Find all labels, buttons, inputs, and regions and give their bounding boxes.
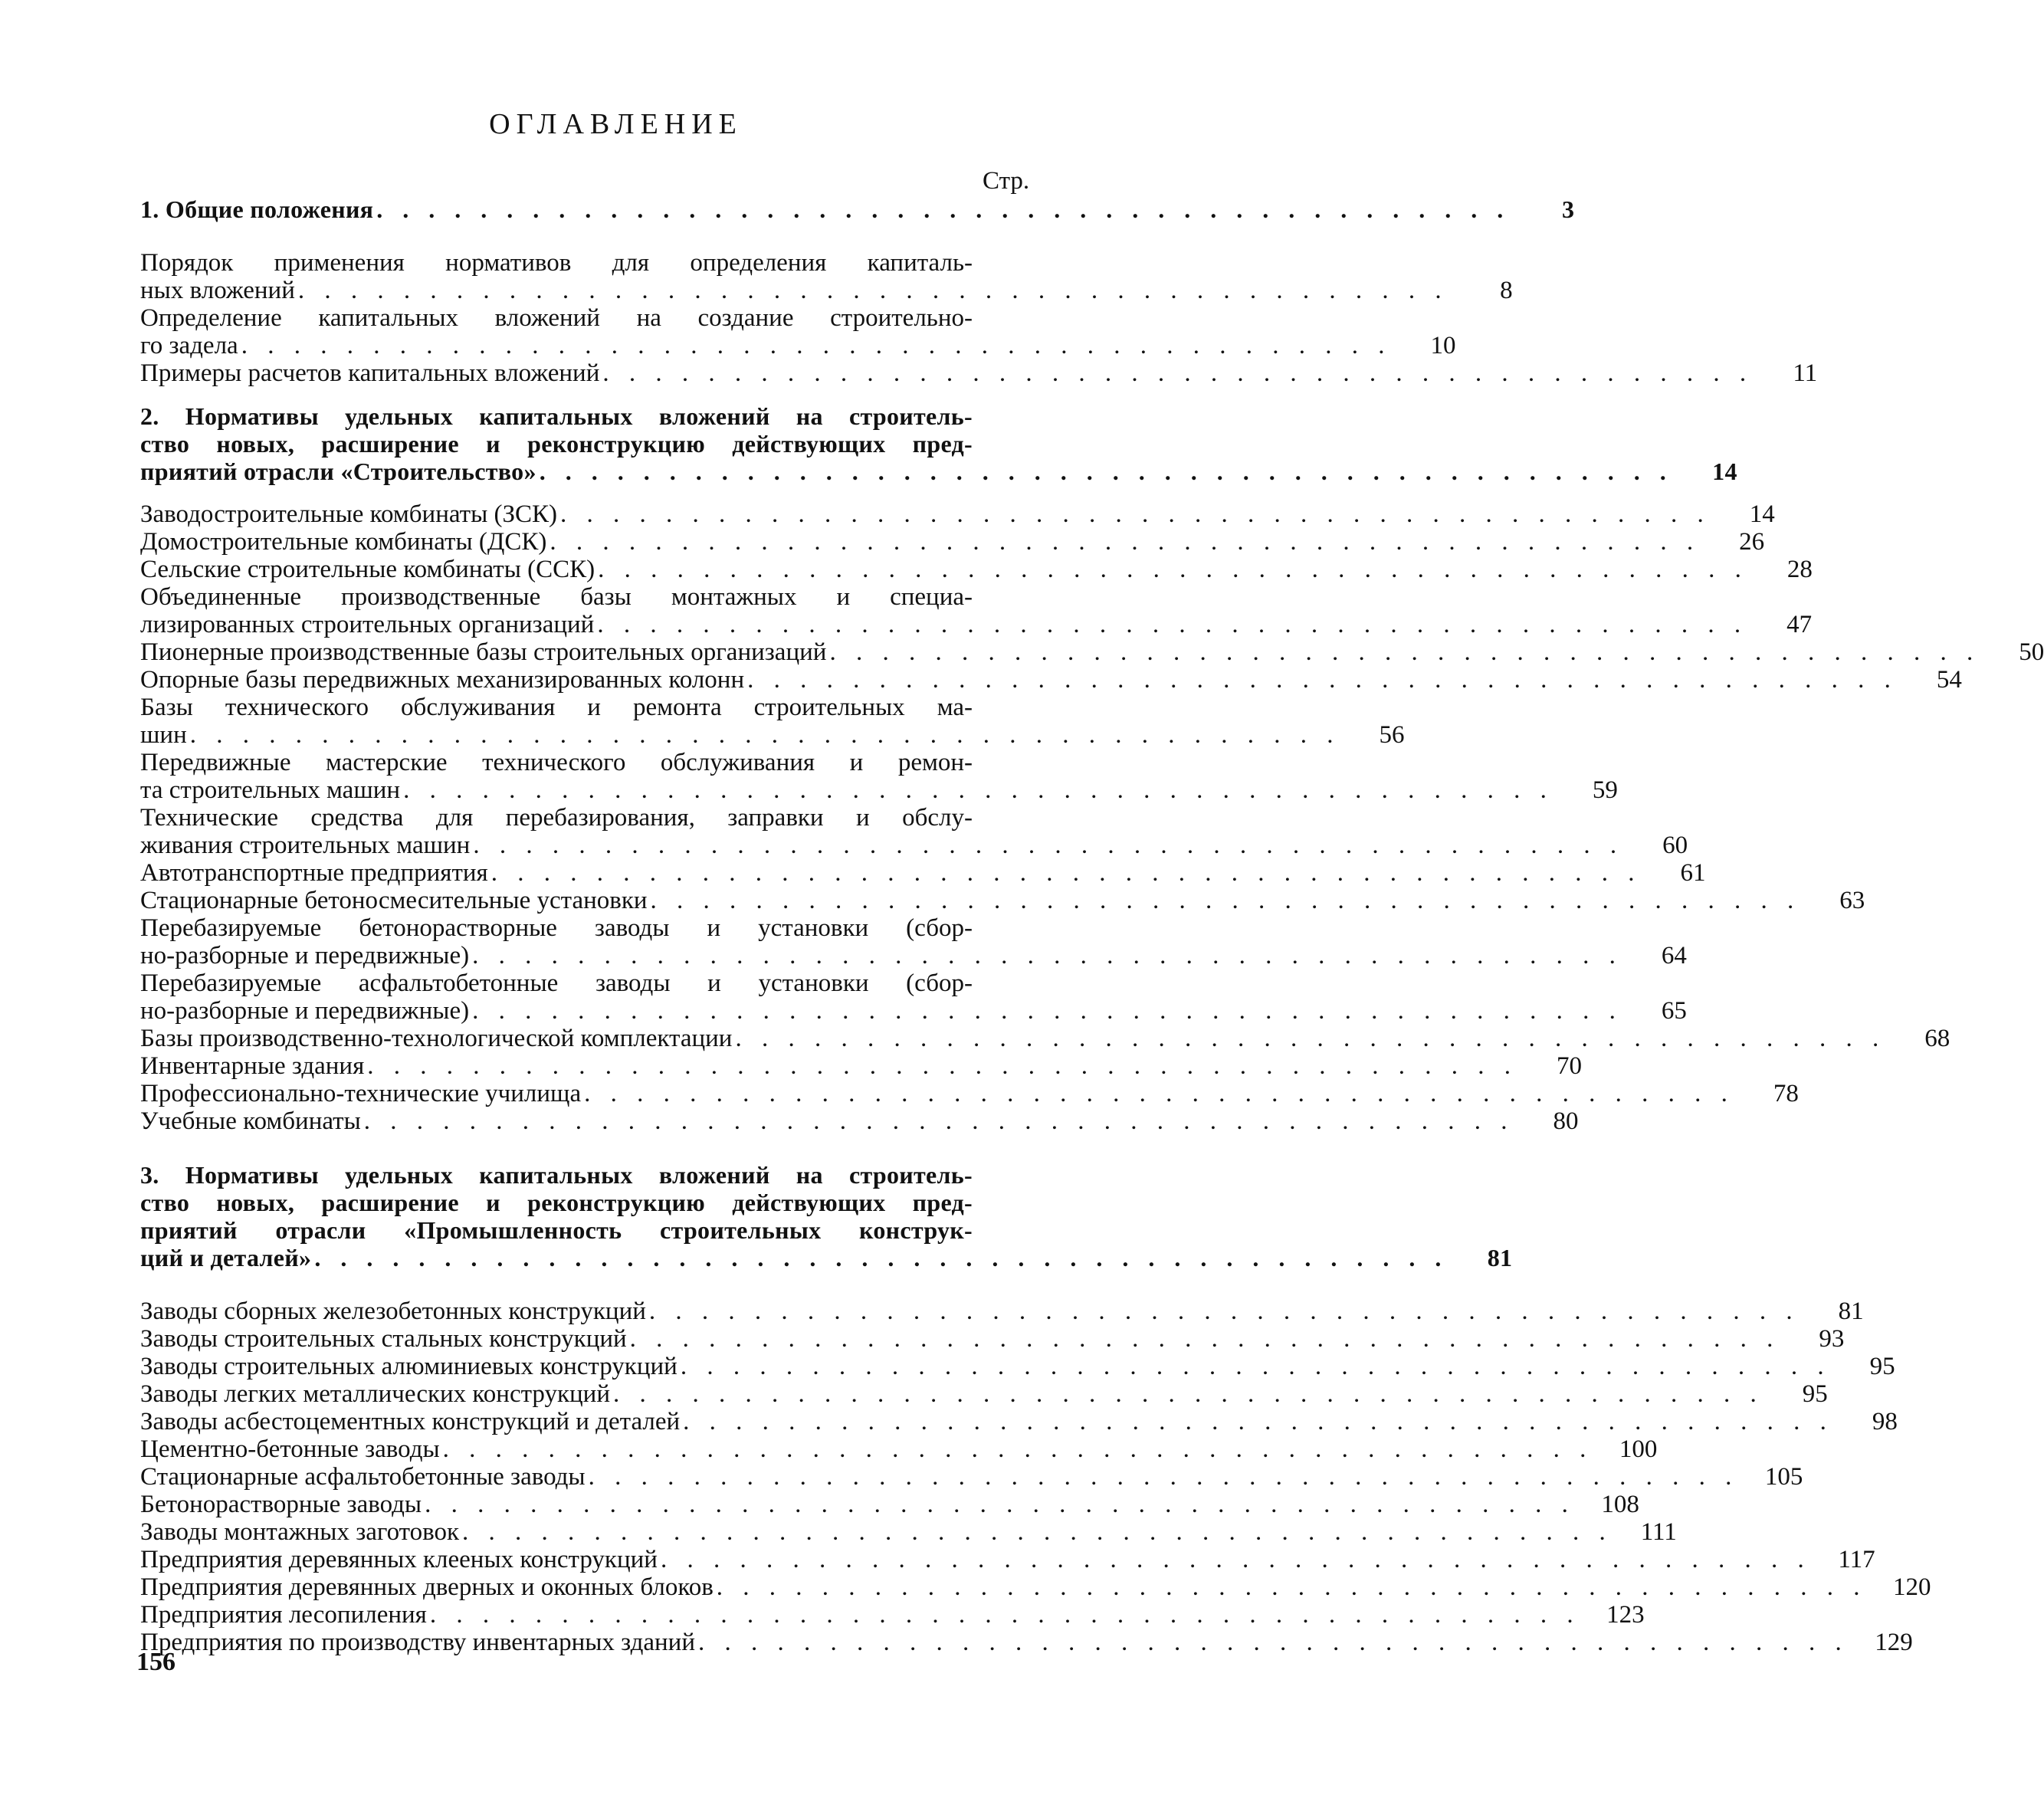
toc-entry-text: Домостроительные комбинаты (ДСК): [140, 528, 547, 556]
toc-entry: [140, 304, 1456, 359]
toc-entry: [140, 528, 1765, 556]
toc-page-number: 123: [1606, 1601, 1645, 1629]
toc-entry: [140, 969, 1687, 1025]
toc-page-number: 61: [1680, 859, 1706, 887]
leader-dots: . . . . . . . . . . . . . . . . . . . . . . . . . . . . . . . . . . . . . . . . . . . .: [588, 1463, 1739, 1491]
toc-page-number: 98: [1872, 1408, 1898, 1435]
toc-page-number: 70: [1557, 1052, 1583, 1080]
toc-entry: [140, 914, 1687, 969]
toc-entry: [140, 1380, 1828, 1408]
toc-entry-text: Стационарные асфальтобетонные заводы: [140, 1463, 586, 1491]
leader-dots: . . . . . . . . . . . . . . . . . . . . . . . . . . . . . . . . . . . . . . . . . . . .: [613, 1380, 1763, 1408]
toc-entry-text: Инвентарные здания: [140, 1052, 365, 1080]
leader-dots: . . . . . . . . . . . . . . . . . . . . . . . . . . . . . . . . . . . . . . . . . . . .: [429, 1601, 1580, 1629]
toc-entry-text: Заводы легких металлических конструкций: [140, 1380, 610, 1408]
toc-entry: [140, 887, 1865, 914]
toc-entry-text: Заводы сборных железобетонных конструкций: [140, 1298, 646, 1325]
leader-dots: . . . . . . . . . . . . . . . . . . . . . . . . . . . . . . . . . . . . . . . . . . . .: [472, 942, 1622, 969]
toc-entry: [140, 804, 1688, 859]
toc-entry: [140, 1025, 1950, 1052]
toc-entry: [140, 1298, 1864, 1325]
leader-dots: . . . . . . . . . . . . . . . . . . . . . . . . . . . . . . . . . . . . . . . . . . . .: [189, 721, 1340, 749]
toc-entry: [140, 749, 1618, 804]
toc-page-number: 108: [1601, 1491, 1639, 1518]
leader-dots: . . . . . . . . . . . . . . . . . . . . . . . . . . . . . . . . . . . . . . . . . . . .: [403, 776, 1554, 804]
toc-page-number: 54: [1936, 666, 1962, 694]
toc-page-number: 81: [1487, 1244, 1513, 1271]
toc-entry-text: приятий отрасли «Строительство»: [140, 458, 536, 485]
toc-entry-text: 1. Общие положения: [140, 195, 374, 223]
leader-dots: . . . . . . . . . . . . . . . . . . . . . . . . . . . . . . . . . . . . . . . . . . . .: [314, 1244, 1449, 1271]
toc-entry: [140, 666, 1962, 694]
toc-page-number: 105: [1764, 1463, 1803, 1491]
toc-entry-text: Перебазируемые бетонорастворные заводы и установки (сбор-: [140, 914, 973, 942]
toc-entry: [140, 1107, 1579, 1135]
toc-entry-text: но-разборные и передвижные): [140, 997, 470, 1025]
toc-entry: [140, 1491, 1639, 1518]
toc-entry-text: Предприятия лесопиления: [140, 1601, 427, 1629]
leader-dots: . . . . . . . . . . . . . . . . . . . . . . . . . . . . . . . . . . . . . . . . . . . .: [490, 859, 1642, 887]
leader-dots: . . . . . . . . . . . . . . . . . . . . . . . . . . . . . . . . . . . . . . . . . . . .: [597, 611, 1748, 638]
leader-dots: . . . . . . . . . . . . . . . . . . . . . . . . . . . . . . . . . . . . . . . . . . . .: [660, 1546, 1811, 1573]
leader-dots: . . . . . . . . . . . . . . . . . . . . . . . . . . . . . . . . . . . . . . . . . . . .: [367, 1052, 1518, 1080]
leader-dots: . . . . . . . . . . . . . . . . . . . . . . . . . . . . . . . . . . . . . . . . . . . .: [735, 1025, 1886, 1052]
toc-entry-text: Технические средства для перебазирования, заправки и обслу-: [140, 804, 973, 832]
table-of-contents: [140, 195, 2044, 1656]
toc-page-number: 56: [1379, 721, 1405, 749]
toc-entry-text: ций и деталей»: [140, 1244, 312, 1271]
toc-entry-text: Опорные базы передвижных механизированных колонн: [140, 666, 745, 694]
toc-entry-text: шин: [140, 721, 187, 749]
toc-page-number: 68: [1924, 1025, 1950, 1052]
toc-page-number: 8: [1500, 277, 1513, 304]
toc-entry: [140, 1629, 1913, 1656]
toc-entry: [140, 556, 1813, 583]
leader-dots: . . . . . . . . . . . . . . . . . . . . . . . . . . . . . . . . . . . . . . . . . . . .: [680, 1353, 1831, 1380]
toc-entry: [140, 1463, 1803, 1491]
leader-dots: . . . . . . . . . . . . . . . . . . . . . . . . . . . . . . . . . . . . . . . . . . . .: [598, 556, 1748, 583]
toc-entry-text: Базы технического обслуживания и ремонта строительных ма-: [140, 694, 973, 721]
page-number: 156: [136, 1648, 176, 1676]
toc-page-number: 65: [1661, 997, 1687, 1025]
toc-entry-text: Автотранспортные предприятия: [140, 859, 488, 887]
toc-entry: [140, 638, 2044, 666]
toc-page-number: 95: [1869, 1353, 1895, 1380]
toc-entry: [140, 1601, 1645, 1629]
toc-page-number: 93: [1819, 1325, 1845, 1353]
leader-dots: . . . . . . . . . . . . . . . . . . . . . . . . . . . . . . . . . . . . . . . . . . . .: [683, 1408, 1833, 1435]
toc-page-number: 28: [1786, 556, 1813, 583]
toc-page-number: 10: [1430, 332, 1456, 359]
toc-entry-text: ство новых, расширение и реконструкцию действующих пред-: [140, 1189, 973, 1216]
toc-page-number: 3: [1561, 195, 1575, 223]
toc-entry-text: Заводы монтажных заготовок: [140, 1518, 460, 1546]
toc-entry-text: Учебные комбинаты: [140, 1107, 361, 1135]
toc-entry-text: Предприятия по производству инвентарных зданий: [140, 1629, 696, 1656]
leader-dots: . . . . . . . . . . . . . . . . . . . . . . . . . . . . . . . . . . . . . . . . . . . .: [602, 359, 1754, 387]
toc-entry: [140, 249, 1513, 304]
toc-entry-text: Профессионально-технические училища: [140, 1080, 582, 1107]
leader-dots: . . . . . . . . . . . . . . . . . . . . . . . . . . . . . . . . . . . . . . . . . . . .: [539, 458, 1673, 485]
toc-entry: [140, 402, 1737, 485]
toc-page-number: 14: [1749, 500, 1775, 528]
leader-dots: . . . . . . . . . . . . . . . . . . . . . . . . . . . . . . . . . . . . . . . . . . . .: [425, 1491, 1575, 1518]
toc-page-number: 64: [1661, 942, 1687, 969]
toc-entry-text: 3. Нормативы удельных капитальных вложений на строитель-: [140, 1161, 973, 1189]
leader-dots: . . . . . . . . . . . . . . . . . . . . . . . . . . . . . . . . . . . . . . . . . . . .: [829, 638, 1980, 666]
toc-entry-text: Заводы асбестоцементных конструкций и деталей: [140, 1408, 681, 1435]
toc-entry-text: ство новых, расширение и реконструкцию действующих пред-: [140, 430, 973, 458]
toc-entry: [140, 500, 1775, 528]
toc-page-number: 11: [1793, 359, 1818, 387]
leader-dots: . . . . . . . . . . . . . . . . . . . . . . . . . . . . . . . . . . . . . . . . . . . .: [442, 1435, 1593, 1463]
toc-entry: [140, 1408, 1898, 1435]
leader-dots: . . . . . . . . . . . . . . . . . . . . . . . . . . . . . . . . . . . . . . . . . . . .: [473, 832, 1624, 859]
toc-entry: [140, 1080, 1799, 1107]
toc-entry-text: Порядок применения нормативов для определения капиталь-: [140, 249, 973, 277]
toc-entry: [140, 1518, 1677, 1546]
toc-entry-text: Перебазируемые асфальтобетонные заводы и установки (сбор-: [140, 969, 973, 997]
toc-entry: [140, 1435, 1658, 1463]
leader-dots: . . . . . . . . . . . . . . . . . . . . . . . . . . . . . . . . . . . . . . . . . . . .: [648, 1298, 1800, 1325]
leader-dots: . . . . . . . . . . . . . . . . . . . . . . . . . . . . . . . . . . . . . . . . . . . .: [747, 666, 1898, 694]
toc-entry: [140, 1353, 1895, 1380]
leader-dots: . . . . . . . . . . . . . . . . . . . . . . . . . . . . . . . . . . . . . . . . . . . .: [376, 195, 1511, 223]
toc-entry: [140, 1546, 1875, 1573]
toc-entry-text: живания строительных машин: [140, 832, 471, 859]
toc-entry: [140, 1325, 1845, 1353]
toc-entry-text: Бетонорастворные заводы: [140, 1491, 422, 1518]
leader-dots: . . . . . . . . . . . . . . . . . . . . . . . . . . . . . . . . . . . . . . . . . . . .: [650, 887, 1801, 914]
toc-page-number: 80: [1553, 1107, 1579, 1135]
toc-entry-text: Объединенные производственные базы монтажных и специа-: [140, 583, 973, 611]
toc-entry-text: Предприятия деревянных дверных и оконных блоков: [140, 1573, 714, 1601]
toc-entry: [140, 1161, 1513, 1271]
toc-entry-text: Базы производственно-технологической комплектации: [140, 1025, 733, 1052]
toc-page-number: 59: [1592, 776, 1618, 804]
toc-page-number: 95: [1802, 1380, 1828, 1408]
toc-entry-text: го задела: [140, 332, 238, 359]
toc-entry: [140, 1052, 1583, 1080]
toc-entry: [140, 1573, 1931, 1601]
toc-entry-text: Определение капитальных вложений на создание строительно-: [140, 304, 973, 332]
leader-dots: . . . . . . . . . . . . . . . . . . . . . . . . . . . . . . . . . . . . . . . . . . . .: [472, 997, 1622, 1025]
toc-page-number: 111: [1640, 1518, 1677, 1546]
toc-page-number: 26: [1739, 528, 1765, 556]
toc-page-number: 14: [1712, 458, 1737, 485]
toc-page-number: 78: [1773, 1080, 1799, 1107]
leader-dots: . . . . . . . . . . . . . . . . . . . . . . . . . . . . . . . . . . . . . . . . . . . .: [584, 1080, 1734, 1107]
toc-page-number: 81: [1838, 1298, 1864, 1325]
toc-page-number: 129: [1875, 1629, 1913, 1656]
toc-entry-text: но-разборные и передвижные): [140, 942, 470, 969]
toc-entry-text: Заводы строительных алюминиевых конструкций: [140, 1353, 678, 1380]
leader-dots: . . . . . . . . . . . . . . . . . . . . . . . . . . . . . . . . . . . . . . . . . . . .: [698, 1629, 1849, 1656]
toc-entry-text: приятий отрасли «Промышленность строительных конструк-: [140, 1216, 973, 1244]
leader-dots: . . . . . . . . . . . . . . . . . . . . . . . . . . . . . . . . . . . . . . . . . . . .: [363, 1107, 1514, 1135]
toc-entry: [140, 694, 1405, 749]
page-column-header: Стр.: [983, 167, 1030, 195]
toc-entry: [140, 583, 1813, 638]
toc-entry-text: Сельские строительные комбинаты (ССК): [140, 556, 595, 583]
toc-entry: [140, 359, 1818, 387]
toc-page-number: 120: [1893, 1573, 1931, 1601]
toc-page-number: 63: [1839, 887, 1865, 914]
toc-entry-text: Заводостроительные комбинаты (ЗСК): [140, 500, 558, 528]
toc-entry-text: Предприятия деревянных клееных конструкций: [140, 1546, 658, 1573]
toc-entry-text: Передвижные мастерские технического обслуживания и ремон-: [140, 749, 973, 776]
leader-dots: . . . . . . . . . . . . . . . . . . . . . . . . . . . . . . . . . . . . . . . . . . . .: [550, 528, 1701, 556]
toc-entry-text: Пионерные производственные базы строительных организаций: [140, 638, 827, 666]
leader-dots: . . . . . . . . . . . . . . . . . . . . . . . . . . . . . . . . . . . . . . . . . . . .: [462, 1518, 1613, 1546]
leader-dots: . . . . . . . . . . . . . . . . . . . . . . . . . . . . . . . . . . . . . . . . . . . .: [241, 332, 1392, 359]
leader-dots: . . . . . . . . . . . . . . . . . . . . . . . . . . . . . . . . . . . . . . . . . . . .: [629, 1325, 1780, 1353]
toc-entry-text: 2. Нормативы удельных капитальных вложений на строитель-: [140, 402, 973, 430]
toc-entry-text: ных вложений: [140, 277, 295, 304]
toc-entry-text: та строительных машин: [140, 776, 401, 804]
toc-page-number: 50: [2019, 638, 2044, 666]
toc-entry-text: Цементно-бетонные заводы: [140, 1435, 440, 1463]
toc-page-number: 47: [1786, 611, 1813, 638]
toc-entry-text: лизированных строительных организаций: [140, 611, 595, 638]
leader-dots: . . . . . . . . . . . . . . . . . . . . . . . . . . . . . . . . . . . . . . . . . . . .: [560, 500, 1711, 528]
toc-page-number: 100: [1619, 1435, 1658, 1463]
toc-entry-text: Заводы строительных стальных конструкций: [140, 1325, 627, 1353]
toc-entry-text: Примеры расчетов капитальных вложений: [140, 359, 600, 387]
toc-entry: [140, 195, 1575, 223]
leader-dots: . . . . . . . . . . . . . . . . . . . . . . . . . . . . . . . . . . . . . . . . . . . .: [716, 1573, 1867, 1601]
page-title: ОГЛАВЛЕНИЕ: [489, 108, 743, 140]
toc-entry-text: Стационарные бетоносмесительные установки: [140, 887, 648, 914]
leader-dots: . . . . . . . . . . . . . . . . . . . . . . . . . . . . . . . . . . . . . . . . . . . .: [297, 277, 1449, 304]
toc-page-number: 60: [1662, 832, 1688, 859]
toc-entry: [140, 859, 1706, 887]
toc-page-number: 117: [1838, 1546, 1875, 1573]
